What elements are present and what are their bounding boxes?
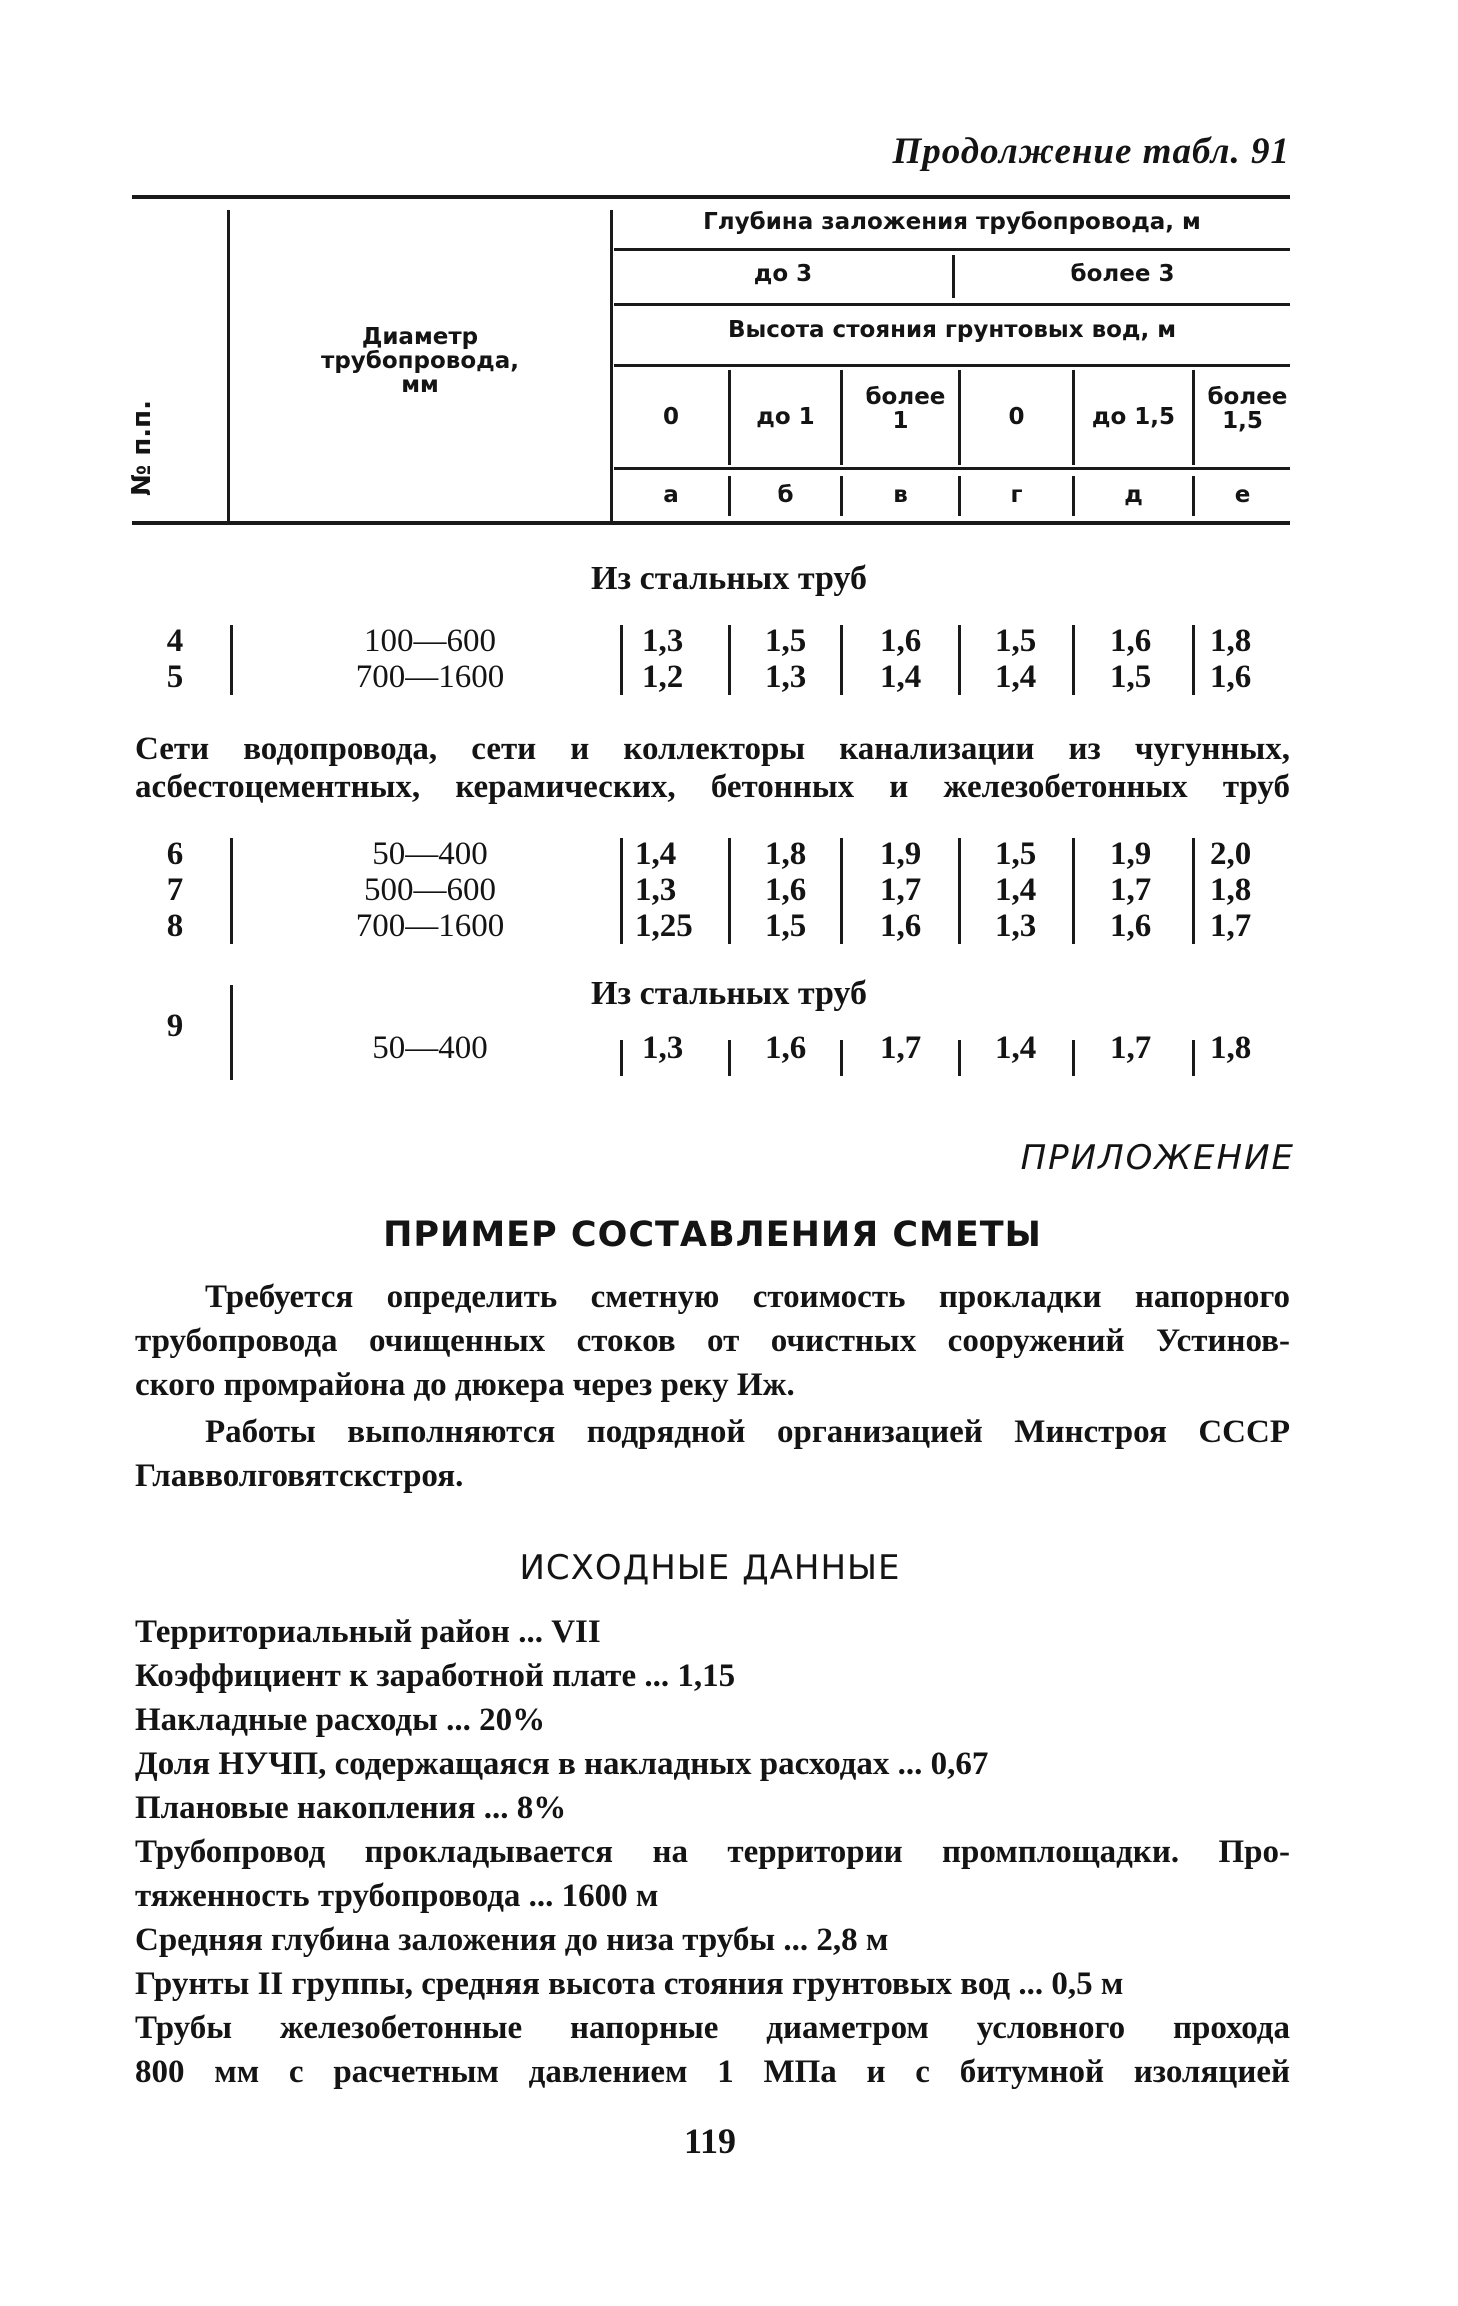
list-item: Накладные расходы ... 20% bbox=[135, 1702, 546, 1738]
row-value: 1,3 bbox=[765, 659, 807, 695]
initial-data-title: ИСХОДНЫЕ ДАННЫЕ bbox=[519, 1548, 901, 1588]
row-value: 1,3 bbox=[642, 623, 684, 659]
header-rule-depth bbox=[614, 248, 1290, 251]
row-value: 2,0 bbox=[1210, 836, 1252, 872]
row-value: 1,3 bbox=[635, 872, 677, 908]
header-depth-group-1: до 3 bbox=[753, 261, 813, 287]
list-item: 800 мм с расчетным давлением 1 МПа и с битумной изоляцией bbox=[135, 2054, 1290, 2090]
header-depth-title: Глубина заложения трубопровода, м bbox=[703, 209, 1201, 235]
row-separator bbox=[230, 985, 233, 1080]
row-value: 1,25 bbox=[635, 908, 693, 944]
header-rule-groups bbox=[614, 303, 1290, 306]
header-letter: е bbox=[1234, 482, 1251, 508]
header-bottom-rule bbox=[132, 521, 1290, 525]
row-value: 1,8 bbox=[1210, 872, 1252, 908]
row-value: 1,6 bbox=[880, 908, 922, 944]
appendix-label: ПРИЛОЖЕНИЕ bbox=[1020, 1138, 1295, 1178]
row-diameter: 500—600 bbox=[364, 872, 496, 908]
row-value: 1,3 bbox=[642, 1030, 684, 1066]
row-value: 1,5 bbox=[765, 908, 807, 944]
list-item: тяженность трубопровода ... 1600 м bbox=[135, 1878, 659, 1914]
header-diameter-label: Диаметр трубопровода, мм bbox=[321, 324, 519, 399]
header-water-value: 0 bbox=[1008, 404, 1025, 430]
row-value: 1,4 bbox=[995, 872, 1037, 908]
list-item: Средняя глубина заложения до низа трубы ... 2,8 м bbox=[135, 1922, 889, 1958]
row-value: 1,9 bbox=[880, 836, 922, 872]
row-number: 7 bbox=[166, 872, 184, 908]
row-number: 5 bbox=[166, 659, 184, 695]
section-title: Из стальных труб bbox=[591, 975, 867, 1012]
row-separator bbox=[1192, 838, 1195, 944]
row-separator bbox=[728, 838, 731, 944]
row-value: 1,6 bbox=[765, 1030, 807, 1066]
header-water-value: более 1 bbox=[865, 384, 946, 435]
list-item: Доля НУЧП, содержащаяся в накладных расходах ... 0,67 bbox=[135, 1746, 989, 1782]
header-water-value: 0 bbox=[662, 404, 679, 430]
row-value: 1,2 bbox=[642, 659, 684, 695]
header-rule-water bbox=[614, 364, 1290, 367]
list-item: Плановые накопления ... 8% bbox=[135, 1790, 567, 1826]
header-rule-values bbox=[614, 467, 1290, 470]
row-value: 1,8 bbox=[765, 836, 807, 872]
row-separator bbox=[620, 625, 623, 695]
page-number: 119 bbox=[683, 2121, 736, 2161]
row-value: 1,5 bbox=[995, 623, 1037, 659]
row-value: 1,7 bbox=[1110, 872, 1152, 908]
row-separator bbox=[728, 1040, 731, 1076]
header-letter: а bbox=[663, 482, 679, 508]
row-number: 8 bbox=[166, 908, 184, 944]
header-vline-diameter bbox=[610, 210, 613, 523]
header-depth-group-2: более 3 bbox=[1070, 261, 1175, 287]
row-diameter: 100—600 bbox=[364, 623, 496, 659]
list-item: Территориальный район ... VII bbox=[135, 1614, 601, 1650]
row-diameter: 700—1600 bbox=[355, 908, 505, 944]
row-value: 1,7 bbox=[880, 872, 922, 908]
row-value: 1,6 bbox=[1210, 659, 1252, 695]
row-value: 1,9 bbox=[1110, 836, 1152, 872]
header-letter: б bbox=[777, 482, 794, 508]
row-value: 1,8 bbox=[1210, 1030, 1252, 1066]
row-value: 1,6 bbox=[1110, 623, 1152, 659]
header-letter: д bbox=[1124, 482, 1143, 508]
header-water-title: Высота стояния грунтовых вод, м bbox=[727, 317, 1177, 343]
row-separator bbox=[840, 838, 843, 944]
row-separator bbox=[1192, 1040, 1195, 1076]
header-water-value: более 1,5 bbox=[1207, 384, 1288, 435]
row-separator bbox=[1072, 625, 1075, 695]
row-value: 1,6 bbox=[1110, 908, 1152, 944]
header-top-rule bbox=[132, 195, 1290, 199]
row-number: 4 bbox=[166, 623, 184, 659]
row-value: 1,7 bbox=[880, 1030, 922, 1066]
paragraph: Работы выполняются подрядной организацией Минстроя СССР Главволговятскстроя. bbox=[135, 1414, 1290, 1494]
header-vline-num bbox=[227, 210, 230, 523]
example-title: ПРИМЕР СОСТАВЛЕНИЯ СМЕТЫ bbox=[383, 1215, 1042, 1255]
list-item: Трубы железобетонные напорные диаметром условного прохода bbox=[135, 2010, 1290, 2046]
section-title: Сети водопровода, сети и коллекторы канализации из чугунных, асбестоцементных, керамических, бетонных и железобетонных труб bbox=[135, 731, 1290, 805]
header-water-value: до 1 bbox=[756, 404, 815, 430]
header-letter: в bbox=[893, 482, 908, 508]
row-value: 1,5 bbox=[1110, 659, 1152, 695]
row-diameter: 700—1600 bbox=[355, 659, 505, 695]
row-value: 1,7 bbox=[1110, 1030, 1152, 1066]
row-separator bbox=[840, 1040, 843, 1076]
row-number: 9 bbox=[166, 1008, 184, 1044]
row-separator bbox=[958, 1040, 961, 1076]
row-value: 1,5 bbox=[765, 623, 807, 659]
header-num-label: № п.п. bbox=[127, 399, 157, 497]
row-separator bbox=[1192, 625, 1195, 695]
initial-data-list bbox=[135, 1610, 1290, 2094]
row-value: 1,4 bbox=[635, 836, 677, 872]
row-separator bbox=[620, 838, 623, 944]
paragraph: Требуется определить сметную стоимость прокладки напорного трубопровода очищенных стоков от очистных сооружений Устинов- ского промрайона до дюкера через реку Иж. bbox=[135, 1279, 1290, 1403]
row-separator bbox=[1072, 838, 1075, 944]
list-item: Грунты II группы, средняя высота стояния грунтовых вод ... 0,5 м bbox=[135, 1966, 1124, 2002]
row-diameter: 50—400 bbox=[372, 1030, 488, 1066]
list-item: Трубопровод прокладывается на территории промплощадки. Про- bbox=[135, 1834, 1290, 1870]
row-separator bbox=[728, 625, 731, 695]
row-value: 1,4 bbox=[880, 659, 922, 695]
row-value: 1,4 bbox=[995, 1030, 1037, 1066]
section-title: Из стальных труб bbox=[591, 560, 867, 597]
row-number: 6 bbox=[166, 836, 184, 872]
row-value: 1,7 bbox=[1210, 908, 1252, 944]
row-separator bbox=[958, 625, 961, 695]
header-water-value: до 1,5 bbox=[1091, 404, 1176, 430]
row-separator bbox=[230, 625, 233, 695]
row-separator bbox=[230, 838, 233, 944]
row-value: 1,5 bbox=[995, 836, 1037, 872]
row-separator bbox=[1072, 1040, 1075, 1076]
row-value: 1,3 bbox=[995, 908, 1037, 944]
row-value: 1,6 bbox=[765, 872, 807, 908]
row-separator bbox=[958, 838, 961, 944]
row-value: 1,6 bbox=[880, 623, 922, 659]
row-diameter: 50—400 bbox=[372, 836, 488, 872]
table-continuation-title: Продолжение табл. 91 bbox=[892, 131, 1290, 172]
header-letter: г bbox=[1010, 482, 1023, 508]
row-value: 1,8 bbox=[1210, 623, 1252, 659]
row-value: 1,4 bbox=[995, 659, 1037, 695]
row-separator bbox=[840, 625, 843, 695]
row-separator bbox=[620, 1040, 623, 1076]
list-item: Коэффициент к заработной плате ... 1,15 bbox=[135, 1658, 736, 1694]
